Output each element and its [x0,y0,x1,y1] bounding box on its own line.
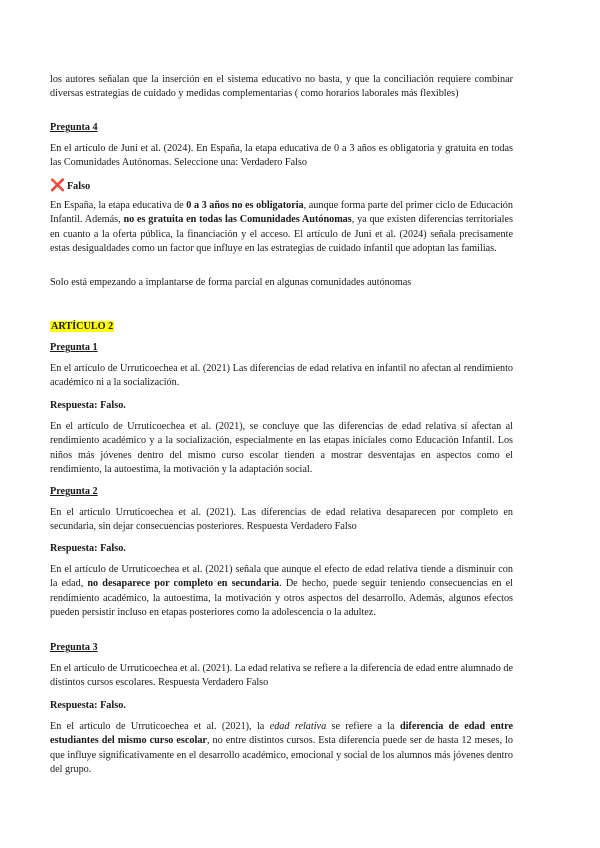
explanation-emphasis: diferencia de edad entre estudiantes del mismo curso escolar [50,721,513,747]
a2-question-3-text: En el artículo de Urruticoechea et al. (2021). La edad relativa se refiere a la diferencia de edad entre alumnado de distintos cursos escolares. Respuesta Verdadero Falso [50,663,513,689]
explanation-text: . De hecho, puede seguir teniendo consecuencias en el rendimiento académico, la autoestima, la motivación y otros aspectos del desarrollo. Además, algunos efectos pueden persistir incluso en etapas posteriores como la adolescencia o la adultez. [50,578,513,619]
explanation-text: En España, la etapa educativa de [50,200,187,211]
a2-question-3-answer: Respuesta: Falso. [50,700,126,711]
explanation-text: En el artículo de Urruticoechea et al. (2021), la [50,721,270,732]
question-4-explanation [50,199,513,257]
article-2-heading [50,320,513,334]
explanation-text: , no entre distintos cursos. Esta diferencia puede ser de hasta 12 meses, lo que influye significativamente en el desarrollo académico, emocional y social de los alumnos más jóvenes dentro del grupo. [50,735,514,776]
cross-mark-icon: ❌ [50,178,65,192]
explanation-emphasis: no desaparece por completo en secundaria [87,578,280,590]
question-4-heading: Pregunta 4 [50,122,98,133]
a2-question-1-explanation: En el artículo de Urruticoechea et al. (2021), se concluye que las diferencias de edad relativa sí afectan al rendimiento académico y a la socialización, especialmente en las etapas iniciales como Educación Infantil. Los niños más jóvenes dentro del mismo curso escolar tienden a mostrar desventajas en aspectos como el rendimiento, la autoestima, la motivación y la adaptación social. [50,421,513,476]
explanation-text: , ya que existen diferencias territoriales en cuanto a la oferta pública, la financiación y el acceso. El artículo de Juni et al. (2024) señala precisamente estas desigualdades como un factor que influye en las estrategias de cuidado infantil que adoptan las familias. [50,214,513,255]
answer-false-label: Falso [66,181,91,192]
explanation-text: se refiere a la [326,721,400,732]
explanation-emphasis: no es gratuita en todas las Comunidades Autónomas [123,214,352,226]
question-4-text: En el artículo de Juni et al. (2024). En España, la etapa educativa de 0 a 3 años es obligatoria y gratuita en todas las Comunidades Autónomas. Seleccione una: Verdadero Falso [50,143,513,169]
explanation-text: En el artículo de Urruticoechea et al. (2021) señala que aunque el efecto de edad relativa tiende a disminuir con la edad, [50,564,513,590]
question-4-note: Solo está empezando a implantarse de forma parcial en algunas comunidades autónomas [50,277,412,288]
a2-question-2-explanation [50,563,513,621]
explanation-emphasis: 0 a 3 años no es obligatoria [186,200,304,211]
explanation-italic: edad relativa [269,721,327,732]
a2-question-2-answer: Respuesta: Falso. [50,543,126,554]
intro-paragraph: los autores señalan que la inserción en el sistema educativo no basta, y que la conciliación requiere combinar diversas estrategias de cuidado y medidas complementarias ( como horarios laborales más flexibles) [50,74,513,100]
a2-question-1-heading: Pregunta 1 [50,342,98,353]
a2-question-2-text: En el artículo Urruticoechea et al. (2021). Las diferencias de edad relativa desaparecen por completo en secundaria, sin dejar consecuencias posteriores. Respuesta Verdadero Falso [50,507,513,533]
a2-question-2-heading: Pregunta 2 [50,486,98,497]
answer-false-line [50,178,513,194]
explanation-text: , aunque forma parte del primer ciclo de Educación Infantil. Además, [50,200,513,226]
a2-question-3-heading: Pregunta 3 [50,642,98,653]
a2-question-3-explanation [50,720,513,778]
article-2-highlight: ARTÍCULO 2 [51,321,114,332]
a2-question-1-answer: Respuesta: Falso. [50,400,126,411]
a2-question-1-text: En el artículo de Urruticoechea et al. (2021) Las diferencias de edad relativa en infantil no afectan al rendimiento académico ni a la socialización. [50,363,513,389]
